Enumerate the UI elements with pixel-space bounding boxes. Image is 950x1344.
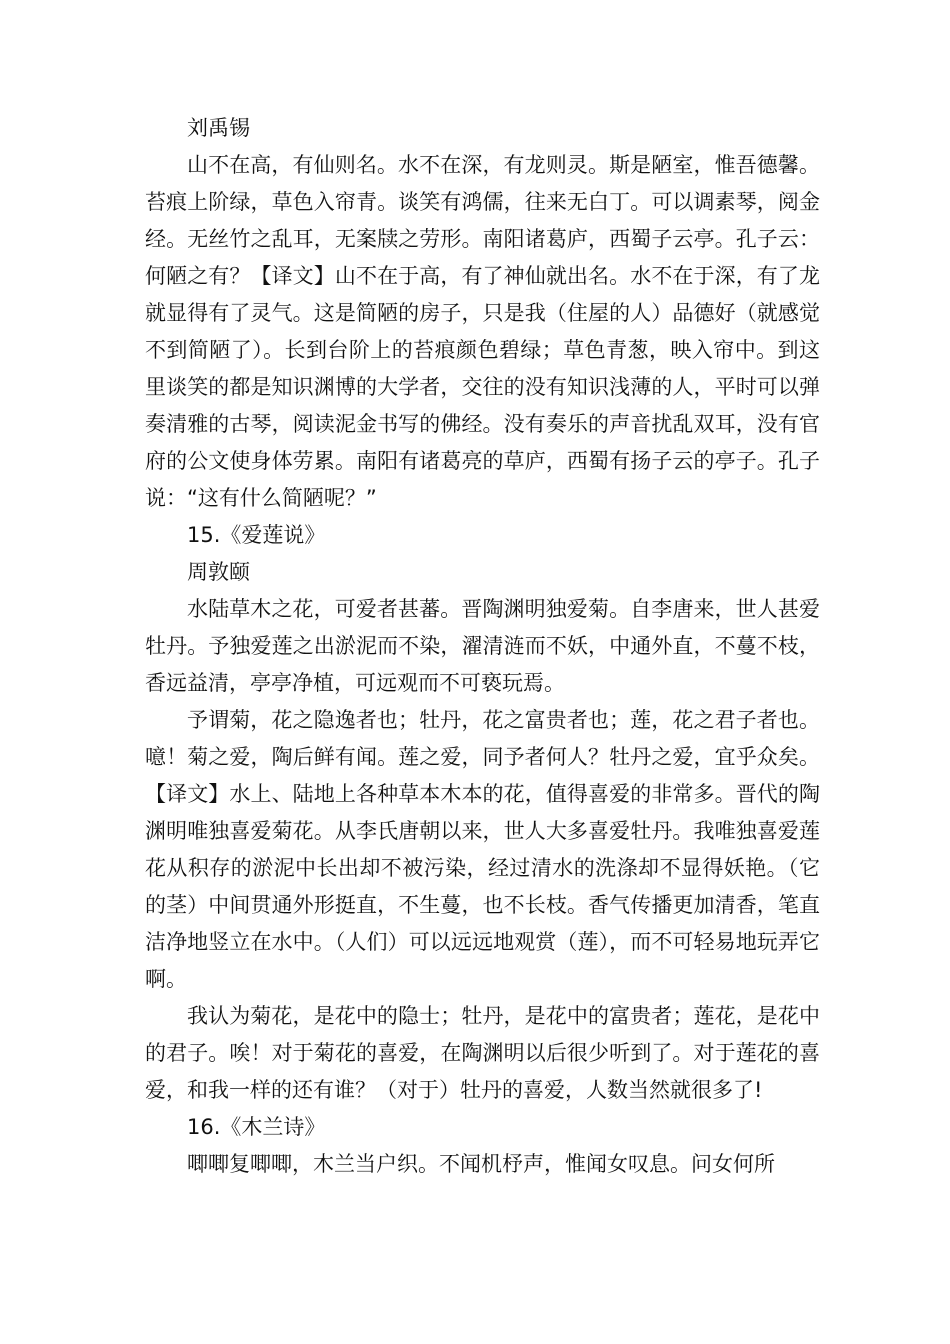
- heading-mu-lan-shi: 16.《木兰诗》: [187, 1115, 326, 1139]
- paragraph-ai-lian-shuo-2: 予谓菊，花之隐逸者也；牡丹，花之富贵者也；莲，花之君子者也。噫！菊之爱，陶后鲜有闻。莲之爱，同予者何人？牡丹之爱，宜乎众矣。【译文】水上、陆地上各种草本木本的花，值得喜爱的非常多。晋代的陶渊明唯独喜爱菊花。从李氏唐朝以来，世人大多喜爱牡丹。我唯独喜爱莲花从积存的淤泥中长出却不被污染，经过清水的洗涤却不显得妖艳。（它的茎）中间贯通外形挺直，不生蔓，也不长枝。香气传播更加清香，笔直洁净地竖立在水中。（人们）可以远远地观赏（莲），而不可轻易地玩弄它啊。: [145, 708, 820, 991]
- paragraph-ai-lian-shuo-1: 水陆草木之花，可爱者甚蕃。晋陶渊明独爱菊。自李唐来，世人甚爱牡丹。予独爱莲之出淤泥而不染，濯清涟而不妖，中通外直，不蔓不枝，香远益清，亭亭净植，可远观而不可亵玩焉。: [145, 597, 820, 695]
- document-body: [145, 110, 820, 1183]
- author-liu-yuxi: 刘禹锡: [187, 116, 250, 140]
- paragraph-lou-shi-ming: 山不在高，有仙则名。水不在深，有龙则灵。斯是陋室，惟吾德馨。苔痕上阶绿，草色入帘青。谈笑有鸿儒，往来无白丁。可以调素琴，阅金经。无丝竹之乱耳，无案牍之劳形。南阳诸葛庐，西蜀子云亭。孔子云：何陋之有？【译文】山不在于高，有了神仙就出名。水不在于深，有了龙就显得有了灵气。这是简陋的房子，只是我（住屋的人）品德好（就感觉不到简陋了）。长到台阶上的苔痕颜色碧绿；草色青葱，映入帘中。到这里谈笑的都是知识渊博的大学者，交往的没有知识浅薄的人，平时可以弹奏清雅的古琴，阅读泥金书写的佛经。没有奏乐的声音扰乱双耳，没有官府的公文使身体劳累。南阳有诸葛亮的草庐，西蜀有扬子云的亭子。孔子说：“这有什么简陋呢？”: [145, 153, 820, 510]
- paragraph-mu-lan-shi: 唧唧复唧唧，木兰当户织。不闻机杼声，惟闻女叹息。问女何所: [187, 1152, 775, 1176]
- author-zhou-dunyi: 周敦颐: [187, 560, 250, 584]
- paragraph-ai-lian-shuo-3: 我认为菊花，是花中的隐士；牡丹，是花中的富贵者；莲花，是花中的君子。唉！对于菊花的喜爱，在陶渊明以后很少听到了。对于莲花的喜爱，和我一样的还有谁？（对于）牡丹的喜爱，人数当然就很多了!: [145, 1004, 820, 1102]
- heading-ai-lian-shuo: 15.《爱莲说》: [187, 523, 326, 547]
